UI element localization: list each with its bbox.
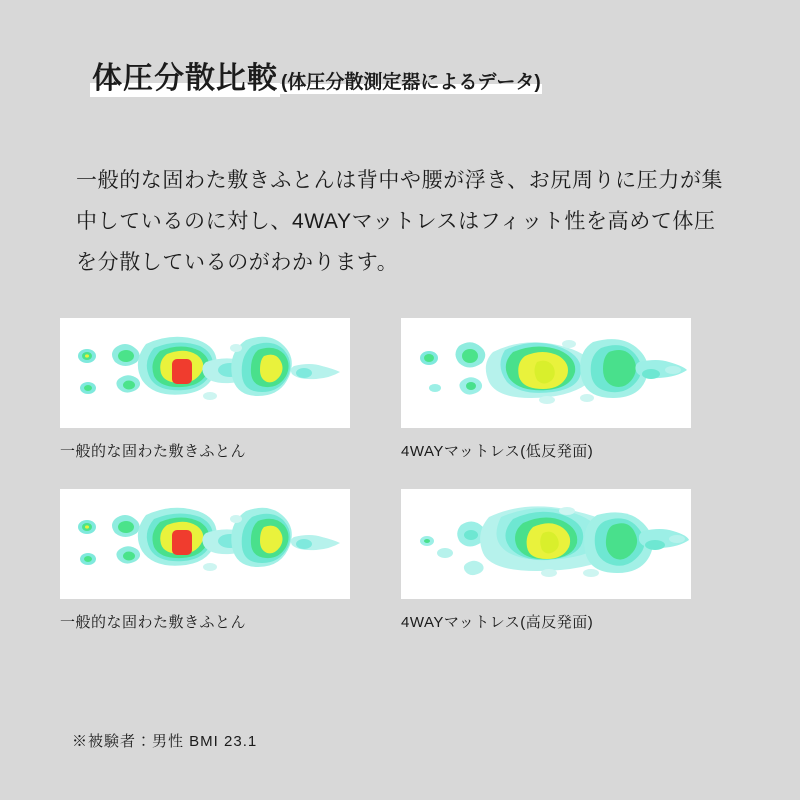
- heatmap-row-top: [60, 318, 750, 461]
- heatmap-image-mattress-low: [401, 318, 691, 428]
- heatmap-grid: [60, 318, 750, 660]
- figure-futon-high: [60, 489, 350, 632]
- heatmap-image-futon-low: [60, 318, 350, 428]
- figure-mattress-low: [401, 318, 691, 461]
- footnote: ※被験者：男性 BMI 23.1: [72, 733, 258, 750]
- page-title: [90, 62, 542, 97]
- heatmap-image-futon-high: [60, 489, 350, 599]
- page-title-main: 体圧分散比較: [92, 62, 278, 95]
- page-title-sub: (体圧分散測定器によるデータ): [281, 72, 541, 93]
- heatmap-image-mattress-high: [401, 489, 691, 599]
- figure-futon-low: [60, 318, 350, 461]
- figure-caption-futon-high: 一般的な固わた敷きふとん: [60, 614, 247, 631]
- heatmap-row-bottom: [60, 489, 750, 632]
- lead-paragraph: 一般的な固わた敷きふとんは背中や腰が浮き、お尻周りに圧力が集中しているのに対し、4WAYマットレスはフィット性を高めて体圧を分散しているのがわかります。: [76, 169, 724, 274]
- figure-caption-mattress-high: 4WAYマットレス(高反発面): [401, 614, 594, 631]
- figure-caption-futon-low: 一般的な固わた敷きふとん: [60, 443, 247, 460]
- figure-mattress-high: [401, 489, 691, 632]
- figure-caption-mattress-low: 4WAYマットレス(低反発面): [401, 443, 594, 460]
